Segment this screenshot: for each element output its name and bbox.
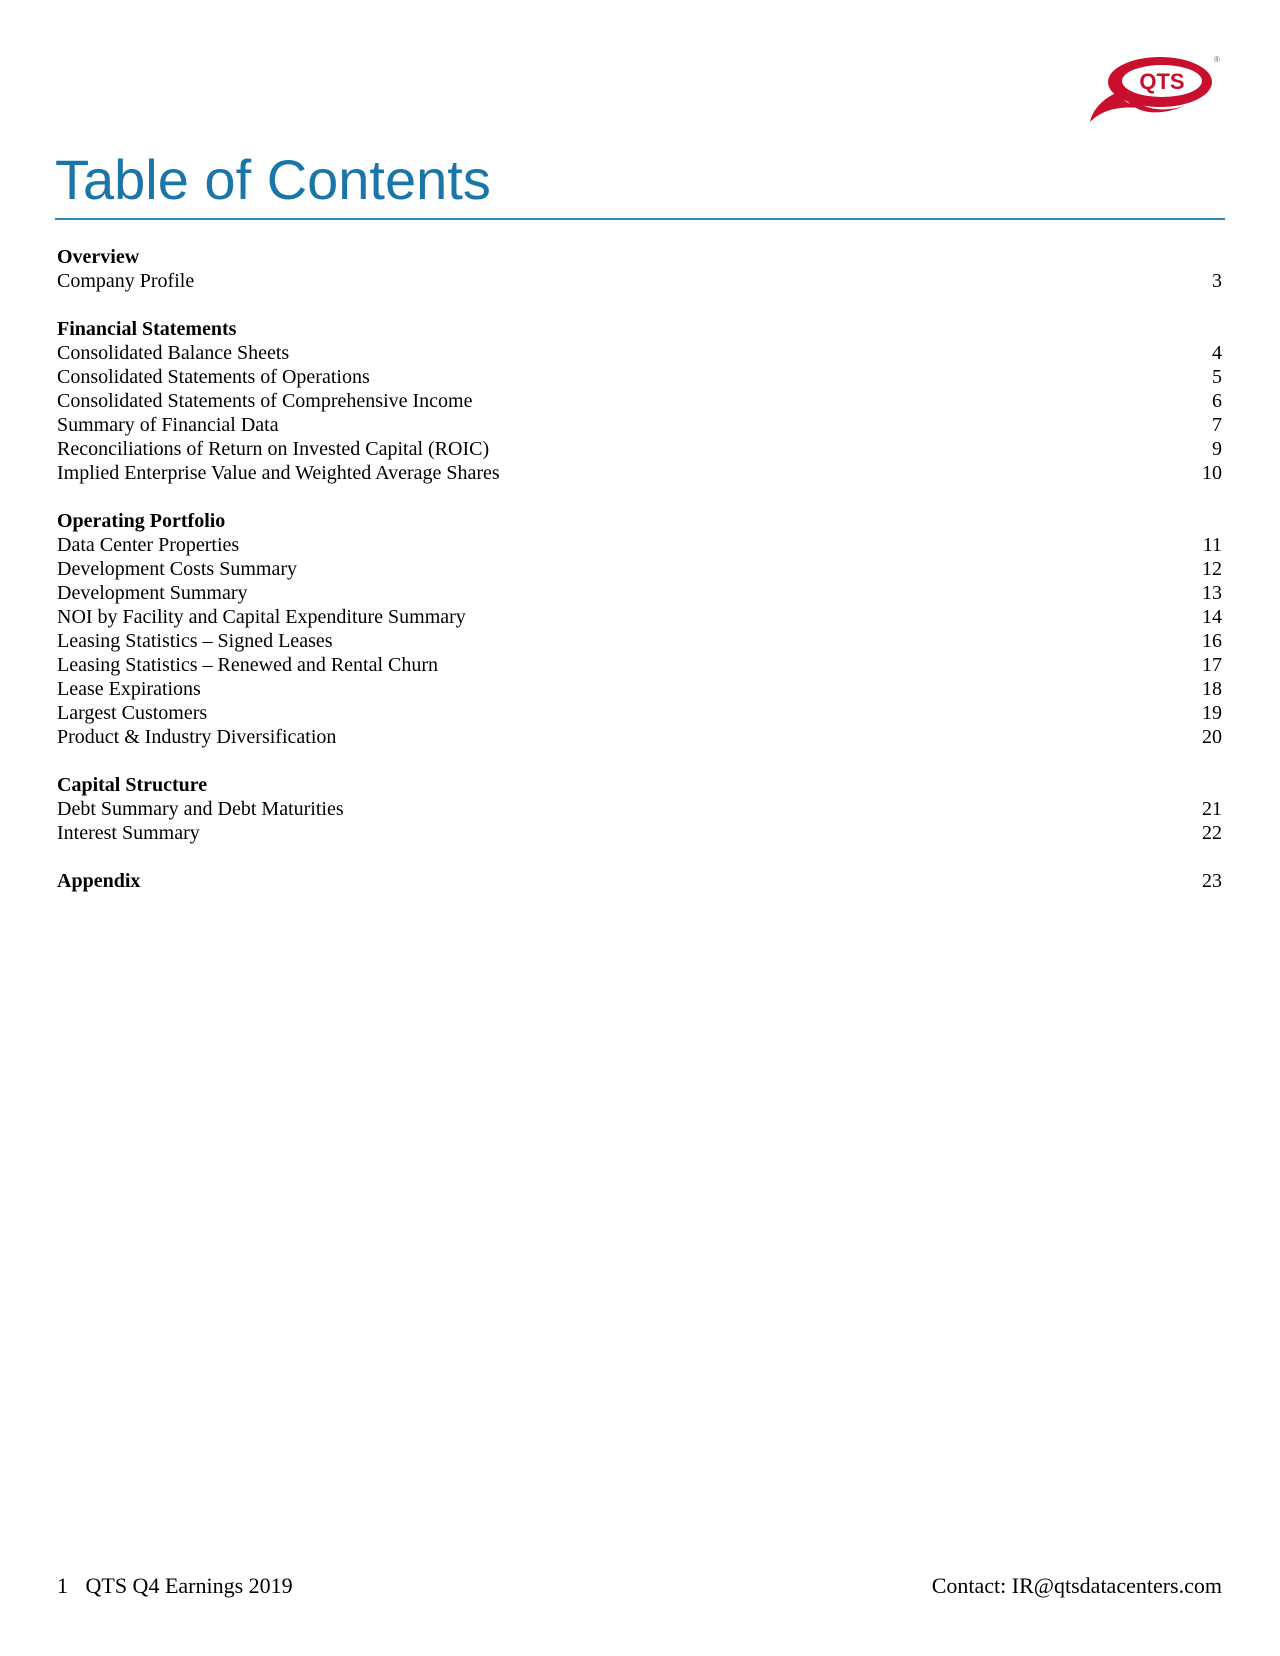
- registered-mark: ®: [1214, 55, 1220, 64]
- toc-entry-page: 12: [1202, 558, 1222, 580]
- toc-entry-page: 3: [1212, 270, 1222, 292]
- toc-entry-page: 22: [1202, 822, 1222, 844]
- section-heading: Appendix: [57, 870, 141, 892]
- toc-entry-page: 6: [1212, 390, 1222, 412]
- toc-entry[interactable]: [57, 605, 1222, 629]
- toc-entry[interactable]: [57, 725, 1222, 749]
- toc-entry-label: Consolidated Statements of Comprehensive Income: [57, 390, 473, 412]
- toc-entry-label: Product & Industry Diversification: [57, 726, 337, 748]
- page-title: Table of Contents: [55, 148, 491, 211]
- footer-contact: Contact: IR@qtsdatacenters.com: [931, 1573, 1222, 1598]
- qts-logo: [1088, 52, 1220, 132]
- section-heading-row[interactable]: [57, 869, 1222, 893]
- toc-entry-page: 10: [1202, 462, 1222, 484]
- toc-entry-label: Development Costs Summary: [57, 558, 297, 580]
- toc-entry[interactable]: [57, 653, 1222, 677]
- logo-text: QTS: [1139, 69, 1185, 94]
- title-divider: [55, 218, 1225, 220]
- toc-entry-label: Consolidated Statements of Operations: [57, 366, 370, 388]
- qts-logo-mark: [1088, 52, 1220, 132]
- toc-entry-label: Lease Expirations: [57, 678, 201, 700]
- toc-entry-page: 20: [1202, 726, 1222, 748]
- toc-entry[interactable]: [57, 629, 1222, 653]
- toc-entry-page: 11: [1202, 534, 1222, 556]
- section-heading-row: [57, 317, 1222, 341]
- toc-entry[interactable]: [57, 461, 1222, 485]
- toc-entry-label: Reconciliations of Return on Invested Capital (ROIC): [57, 438, 490, 460]
- toc-entry-label: Data Center Properties: [57, 534, 240, 556]
- section-heading-row: [57, 245, 1222, 269]
- toc-entry[interactable]: [57, 797, 1222, 821]
- section-heading: Operating Portfolio: [57, 510, 226, 532]
- toc-entry-label: Development Summary: [57, 582, 248, 604]
- toc-entry-label: Leasing Statistics – Renewed and Rental Churn: [57, 654, 439, 676]
- toc-entry[interactable]: [57, 533, 1222, 557]
- section-heading: Capital Structure: [57, 774, 208, 796]
- toc-entry[interactable]: [57, 437, 1222, 461]
- toc-entry-label: Debt Summary and Debt Maturities: [57, 798, 344, 820]
- toc-entry-label: Leasing Statistics – Signed Leases: [57, 630, 333, 652]
- section-heading-row: [57, 773, 1222, 797]
- section-heading: Financial Statements: [57, 318, 237, 340]
- toc-entry-label: Implied Enterprise Value and Weighted Average Shares: [57, 462, 500, 484]
- page-footer: [57, 1572, 1222, 1600]
- toc-entry[interactable]: [57, 677, 1222, 701]
- toc-entry-label: Consolidated Balance Sheets: [57, 342, 290, 364]
- toc-section-operating-portfolio: [57, 509, 1222, 749]
- toc-section-overview: [57, 245, 1222, 293]
- toc-entry-page: 17: [1202, 654, 1222, 676]
- toc-entry[interactable]: [57, 701, 1222, 725]
- footer-left: [57, 1572, 293, 1600]
- toc-section-appendix: [57, 869, 1222, 893]
- toc-entry-page: 13: [1202, 582, 1222, 604]
- toc-entry[interactable]: [57, 557, 1222, 581]
- toc-entry-page: 7: [1212, 414, 1222, 436]
- toc-section-capital-structure: [57, 773, 1222, 845]
- toc-entry-page: 5: [1212, 366, 1222, 388]
- toc-section-financial-statements: [57, 317, 1222, 485]
- toc-entry[interactable]: [57, 821, 1222, 845]
- toc-entry[interactable]: [57, 413, 1222, 437]
- footer-page-number: 1: [57, 1573, 68, 1598]
- toc-entry-label: Interest Summary: [57, 822, 200, 844]
- toc-entry[interactable]: [57, 389, 1222, 413]
- toc-entry[interactable]: [57, 341, 1222, 365]
- toc-entry[interactable]: [57, 581, 1222, 605]
- toc-entry[interactable]: [57, 365, 1222, 389]
- section-page-number: 23: [1202, 870, 1222, 892]
- table-of-contents: [57, 245, 1222, 917]
- toc-entry-page: 14: [1202, 606, 1222, 628]
- toc-entry-label: Largest Customers: [57, 702, 208, 724]
- toc-entry-page: 9: [1212, 438, 1222, 460]
- footer-document-title: QTS Q4 Earnings 2019: [85, 1573, 293, 1598]
- toc-entry-page: 21: [1202, 798, 1222, 820]
- section-heading: Overview: [57, 246, 140, 268]
- section-heading-row: [57, 509, 1222, 533]
- toc-entry-page: 16: [1202, 630, 1222, 652]
- toc-entry-page: 4: [1212, 342, 1222, 364]
- toc-entry-label: NOI by Facility and Capital Expenditure Summary: [57, 606, 466, 628]
- toc-entry-page: 19: [1202, 702, 1222, 724]
- toc-entry-page: 18: [1202, 678, 1222, 700]
- toc-entry[interactable]: [57, 269, 1222, 293]
- toc-entry-label: Company Profile: [57, 270, 195, 292]
- toc-entry-label: Summary of Financial Data: [57, 414, 279, 436]
